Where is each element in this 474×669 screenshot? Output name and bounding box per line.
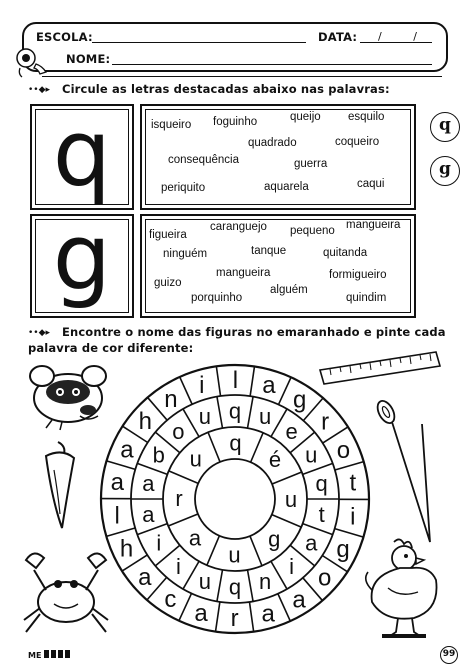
wheel-letter-inner-ring: g	[268, 526, 281, 552]
footer-logo-blocks	[44, 650, 70, 658]
wheel-letter-outer-ring: i	[199, 371, 205, 399]
letter-g-box	[30, 204, 134, 318]
section2-instruction-line2: palavra de cor diferente:	[28, 341, 194, 355]
word-q-8: guerra	[294, 158, 328, 170]
wheel-letter-middle-ring: b	[152, 442, 165, 468]
side-letter-q: q	[430, 112, 460, 142]
wheel-letter-outer-ring: l	[114, 502, 120, 530]
wheel-letter-outer-ring: g	[292, 386, 307, 414]
wheel-letter-outer-ring: r	[321, 408, 330, 436]
wheel-letter-inner-ring: u	[228, 542, 241, 568]
word-q-2: foguinho	[213, 116, 258, 128]
wheel-letter-outer-ring: a	[110, 468, 124, 496]
chicken-illustration	[360, 536, 448, 642]
word-g-5: ninguém	[163, 248, 208, 260]
footer-logo-text: ME	[28, 651, 42, 660]
word-q-3: queijo	[290, 111, 321, 123]
wheel-letter-middle-ring: q	[228, 574, 242, 600]
word-g-1: figueira	[149, 229, 187, 241]
word-q-9: periquito	[161, 182, 206, 194]
wheel-letter-outer-ring: o	[336, 437, 351, 465]
wheel-letter-middle-ring: o	[172, 419, 185, 445]
word-wheel	[98, 362, 372, 636]
wheel-letter-middle-ring: u	[258, 403, 272, 429]
wheel-letter-middle-ring: i	[175, 553, 181, 579]
word-g-2: caranguejo	[210, 221, 267, 233]
word-g-3: pequeno	[290, 225, 335, 237]
word-q-7: consequência	[168, 154, 239, 166]
wheel-ring-border	[195, 459, 275, 539]
wheel-letter-outer-ring: a	[194, 600, 208, 628]
wheel-letter-outer-ring: l	[232, 367, 239, 395]
wheel-letter-middle-ring: q	[315, 471, 328, 497]
wheel-letter-outer-ring: g	[336, 535, 350, 563]
word-q-10: aquarela	[264, 181, 309, 193]
word-q-1: isqueiro	[151, 119, 192, 131]
wheel-letter-outer-ring: a	[292, 586, 306, 614]
wheel-letter-middle-ring: a	[305, 530, 318, 556]
wheel-letter-middle-ring: i	[156, 530, 162, 556]
footer-logo	[28, 650, 70, 660]
word-g-12: alguém	[270, 284, 308, 296]
wheel-letter-middle-ring: q	[228, 398, 242, 424]
letter-q-box	[30, 100, 134, 210]
word-g-9: mangueira	[216, 267, 271, 279]
wheel-letter-inner-ring: r	[175, 485, 183, 511]
header-divider	[42, 76, 442, 77]
bullet-icon: ••◆▸	[28, 85, 51, 95]
side-letter-g: g	[430, 156, 460, 186]
header-corner-ornament	[12, 40, 50, 80]
wheel-letter-outer-ring: a	[120, 436, 134, 464]
bullet-icon-2: ••◆▸	[28, 328, 51, 338]
wheel-letter-inner-ring: é	[268, 447, 282, 473]
wheel-letter-inner-ring: a	[188, 525, 202, 551]
pepper-illustration	[40, 440, 80, 532]
section1-instruction: Circule as letras destacadas abaixo nas palavras:	[62, 82, 390, 96]
wheel-letter-middle-ring: i	[289, 553, 295, 579]
wheel-letter-outer-ring: a	[261, 600, 275, 628]
word-q-4: esquilo	[348, 111, 385, 123]
wheel-letter-outer-ring: h	[119, 535, 134, 563]
wheel-letter-outer-ring: i	[350, 503, 356, 531]
date-label: DATA:	[318, 30, 358, 44]
school-label: ESCOLA:	[36, 30, 93, 44]
name-field[interactable]	[112, 64, 432, 65]
wheel-letter-middle-ring: a	[142, 501, 155, 527]
word-g-6: tanque	[251, 245, 287, 257]
wheel-letter-inner-ring: u	[284, 486, 298, 512]
page-number: 99	[440, 646, 458, 664]
wheel-letter-middle-ring: u	[198, 403, 212, 429]
word-g-11: porquinho	[191, 292, 243, 304]
word-g-10: formigueiro	[329, 269, 387, 281]
letter-q-big: q	[52, 100, 112, 207]
wheel-letter-outer-ring: a	[262, 372, 276, 400]
needle-illustration	[372, 398, 436, 546]
wheel-letter-middle-ring: u	[198, 569, 212, 595]
wheel-letter-outer-ring: c	[164, 586, 177, 614]
word-g-7: quitanda	[323, 247, 368, 259]
wheel-letter-outer-ring: t	[349, 469, 357, 497]
name-label: NOME:	[66, 52, 111, 66]
section2-instruction-line1: Encontre o nome das figuras no emaranhado e pinte cada	[62, 325, 446, 339]
letter-g-big: g	[52, 204, 112, 311]
wheel-letter-inner-ring: u	[189, 446, 202, 472]
wheel-letter-outer-ring: n	[164, 385, 178, 413]
wheel-letter-outer-ring: a	[138, 563, 152, 591]
word-g-8: guizo	[154, 277, 182, 289]
school-field[interactable]	[92, 42, 306, 43]
wheel-letter-outer-ring: r	[230, 605, 239, 633]
date-slashes: / /	[378, 30, 431, 43]
wheel-letter-outer-ring: h	[138, 407, 152, 435]
wheel-letter-middle-ring: t	[318, 501, 325, 527]
word-g-13: quindim	[346, 292, 387, 304]
wheel-letter-middle-ring: u	[305, 442, 318, 468]
word-q-5: quadrado	[248, 137, 297, 149]
wheel-letter-middle-ring: n	[258, 569, 272, 595]
wheel-letter-middle-ring: a	[142, 471, 155, 497]
word-q-11: caqui	[357, 178, 385, 190]
wheel-letter-outer-ring: o	[318, 564, 332, 592]
wheel-letter-inner-ring: q	[229, 430, 242, 456]
word-q-6: coqueiro	[335, 136, 380, 148]
wheel-letter-middle-ring: e	[285, 419, 298, 445]
word-g-4: mangueira	[346, 219, 401, 231]
